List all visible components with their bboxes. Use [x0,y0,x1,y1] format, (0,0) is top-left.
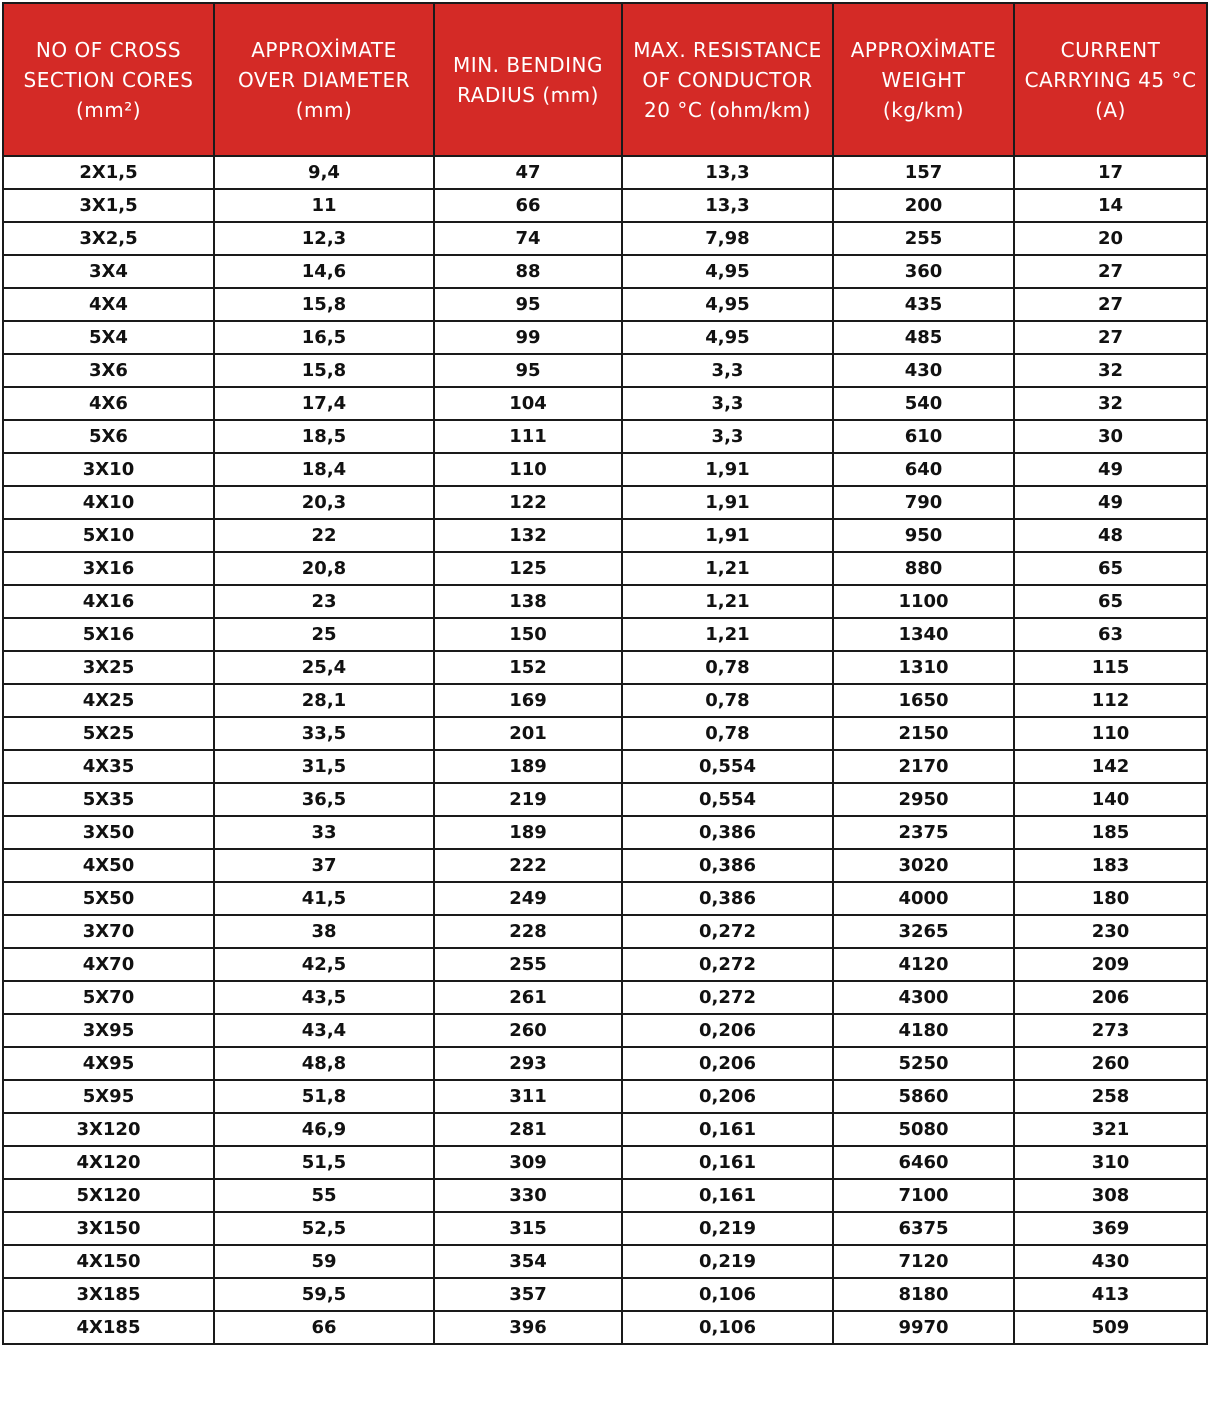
cell-bending-radius: 99 [434,321,622,354]
cell-bending-radius: 125 [434,552,622,585]
cell-cross-section-cores: 5X25 [3,717,214,750]
table-row [3,915,1207,948]
cell-over-diameter: 48,8 [214,1047,434,1080]
cable-spec-table [2,2,1208,1345]
cell-weight: 435 [833,288,1014,321]
cell-weight: 6460 [833,1146,1014,1179]
cell-cross-section-cores: 4X70 [3,948,214,981]
cell-cross-section-cores: 3X50 [3,816,214,849]
cell-over-diameter: 36,5 [214,783,434,816]
table-row [3,156,1207,189]
cell-bending-radius: 357 [434,1278,622,1311]
cell-over-diameter: 33,5 [214,717,434,750]
cell-over-diameter: 23 [214,585,434,618]
cell-weight: 790 [833,486,1014,519]
table-row [3,981,1207,1014]
cell-current-carrying: 258 [1014,1080,1207,1113]
cell-bending-radius: 169 [434,684,622,717]
cell-cross-section-cores: 4X6 [3,387,214,420]
cell-current-carrying: 115 [1014,651,1207,684]
cell-cross-section-cores: 4X10 [3,486,214,519]
cell-bending-radius: 122 [434,486,622,519]
cell-over-diameter: 59,5 [214,1278,434,1311]
cell-weight: 3020 [833,849,1014,882]
cell-resistance: 0,219 [622,1245,833,1278]
cell-resistance: 0,272 [622,948,833,981]
cell-bending-radius: 132 [434,519,622,552]
table-row [3,354,1207,387]
header-cross-section-cores: NO OF CROSS SECTION CORES (mm²) [3,3,214,156]
header-min-bending-radius: MIN. BENDING RADIUS (mm) [434,3,622,156]
cell-resistance: 3,3 [622,354,833,387]
cell-weight: 880 [833,552,1014,585]
cell-cross-section-cores: 4X4 [3,288,214,321]
cell-cross-section-cores: 3X185 [3,1278,214,1311]
cell-weight: 1100 [833,585,1014,618]
cell-cross-section-cores: 5X35 [3,783,214,816]
table-row [3,1146,1207,1179]
cell-current-carrying: 49 [1014,453,1207,486]
cell-resistance: 0,106 [622,1311,833,1344]
header-approximate-weight: APPROXİMATE WEIGHT (kg/km) [833,3,1014,156]
cell-weight: 640 [833,453,1014,486]
cell-weight: 157 [833,156,1014,189]
cell-resistance: 0,386 [622,816,833,849]
cell-over-diameter: 46,9 [214,1113,434,1146]
cell-resistance: 0,554 [622,750,833,783]
cell-weight: 4000 [833,882,1014,915]
cell-over-diameter: 14,6 [214,255,434,288]
cell-bending-radius: 150 [434,618,622,651]
cell-cross-section-cores: 4X150 [3,1245,214,1278]
cell-current-carrying: 206 [1014,981,1207,1014]
cell-resistance: 0,272 [622,981,833,1014]
cell-over-diameter: 25 [214,618,434,651]
cell-current-carrying: 509 [1014,1311,1207,1344]
cell-resistance: 4,95 [622,255,833,288]
cell-bending-radius: 152 [434,651,622,684]
cell-current-carrying: 180 [1014,882,1207,915]
cell-resistance: 0,206 [622,1080,833,1113]
cell-cross-section-cores: 3X10 [3,453,214,486]
cell-current-carrying: 310 [1014,1146,1207,1179]
header-current-carrying: CURRENT CARRYING 45 °C (A) [1014,3,1207,156]
cell-bending-radius: 260 [434,1014,622,1047]
cell-over-diameter: 17,4 [214,387,434,420]
cell-bending-radius: 309 [434,1146,622,1179]
cell-cross-section-cores: 3X2,5 [3,222,214,255]
cell-weight: 2375 [833,816,1014,849]
table-header [3,3,1207,156]
header-row [3,3,1207,156]
cell-over-diameter: 31,5 [214,750,434,783]
cell-over-diameter: 41,5 [214,882,434,915]
cell-resistance: 3,3 [622,420,833,453]
cell-bending-radius: 189 [434,750,622,783]
cell-over-diameter: 15,8 [214,354,434,387]
cell-current-carrying: 185 [1014,816,1207,849]
cell-cross-section-cores: 3X120 [3,1113,214,1146]
cell-over-diameter: 18,5 [214,420,434,453]
cell-bending-radius: 95 [434,354,622,387]
cell-over-diameter: 20,3 [214,486,434,519]
cell-current-carrying: 32 [1014,387,1207,420]
cell-over-diameter: 20,8 [214,552,434,585]
cell-over-diameter: 15,8 [214,288,434,321]
cell-weight: 5860 [833,1080,1014,1113]
cell-resistance: 1,91 [622,486,833,519]
cell-resistance: 13,3 [622,189,833,222]
cell-weight: 6375 [833,1212,1014,1245]
cell-current-carrying: 112 [1014,684,1207,717]
cell-cross-section-cores: 5X6 [3,420,214,453]
cell-bending-radius: 261 [434,981,622,1014]
cell-resistance: 0,78 [622,651,833,684]
cell-current-carrying: 20 [1014,222,1207,255]
table-row [3,486,1207,519]
cell-weight: 7120 [833,1245,1014,1278]
cell-bending-radius: 110 [434,453,622,486]
table-row [3,783,1207,816]
cell-cross-section-cores: 5X4 [3,321,214,354]
cell-over-diameter: 51,8 [214,1080,434,1113]
cell-resistance: 0,161 [622,1146,833,1179]
cell-current-carrying: 49 [1014,486,1207,519]
cell-weight: 8180 [833,1278,1014,1311]
cell-current-carrying: 65 [1014,552,1207,585]
cell-cross-section-cores: 3X6 [3,354,214,387]
cell-over-diameter: 66 [214,1311,434,1344]
cell-bending-radius: 201 [434,717,622,750]
cell-current-carrying: 63 [1014,618,1207,651]
table-row [3,1080,1207,1113]
table-row [3,1113,1207,1146]
cell-current-carrying: 230 [1014,915,1207,948]
cell-cross-section-cores: 4X95 [3,1047,214,1080]
cell-over-diameter: 59 [214,1245,434,1278]
table-row [3,882,1207,915]
cell-cross-section-cores: 5X16 [3,618,214,651]
cell-weight: 1650 [833,684,1014,717]
cell-over-diameter: 51,5 [214,1146,434,1179]
cell-cross-section-cores: 3X150 [3,1212,214,1245]
cell-cross-section-cores: 5X120 [3,1179,214,1212]
cell-cross-section-cores: 5X70 [3,981,214,1014]
table-row [3,948,1207,981]
cell-current-carrying: 209 [1014,948,1207,981]
cell-cross-section-cores: 3X16 [3,552,214,585]
cell-resistance: 4,95 [622,321,833,354]
cell-resistance: 4,95 [622,288,833,321]
cell-cross-section-cores: 4X35 [3,750,214,783]
cell-resistance: 0,272 [622,915,833,948]
cell-resistance: 0,206 [622,1014,833,1047]
cell-current-carrying: 413 [1014,1278,1207,1311]
table-row [3,717,1207,750]
cell-bending-radius: 47 [434,156,622,189]
table-row [3,1311,1207,1344]
header-approximate-over-diameter: APPROXİMATE OVER DIAMETER (mm) [214,3,434,156]
cell-cross-section-cores: 3X4 [3,255,214,288]
cell-bending-radius: 293 [434,1047,622,1080]
cell-over-diameter: 52,5 [214,1212,434,1245]
cell-bending-radius: 88 [434,255,622,288]
cell-weight: 4120 [833,948,1014,981]
cell-bending-radius: 354 [434,1245,622,1278]
cell-weight: 430 [833,354,1014,387]
table-row [3,618,1207,651]
cell-current-carrying: 27 [1014,288,1207,321]
table-row [3,552,1207,585]
cell-bending-radius: 396 [434,1311,622,1344]
cell-cross-section-cores: 5X95 [3,1080,214,1113]
cell-resistance: 1,91 [622,453,833,486]
table-row [3,849,1207,882]
cell-current-carrying: 142 [1014,750,1207,783]
cell-weight: 4180 [833,1014,1014,1047]
cell-current-carrying: 14 [1014,189,1207,222]
cell-cross-section-cores: 3X25 [3,651,214,684]
cell-resistance: 1,91 [622,519,833,552]
cell-resistance: 0,161 [622,1113,833,1146]
table-row [3,1278,1207,1311]
cell-resistance: 13,3 [622,156,833,189]
cell-resistance: 0,386 [622,849,833,882]
cell-resistance: 1,21 [622,552,833,585]
table-row [3,288,1207,321]
cell-weight: 610 [833,420,1014,453]
cell-cross-section-cores: 4X120 [3,1146,214,1179]
cell-resistance: 0,106 [622,1278,833,1311]
cell-resistance: 7,98 [622,222,833,255]
table-row [3,816,1207,849]
cell-bending-radius: 219 [434,783,622,816]
table-row [3,321,1207,354]
cell-weight: 2150 [833,717,1014,750]
cell-resistance: 0,161 [622,1179,833,1212]
table-row [3,1047,1207,1080]
cell-weight: 360 [833,255,1014,288]
cell-resistance: 0,206 [622,1047,833,1080]
cell-current-carrying: 308 [1014,1179,1207,1212]
cell-current-carrying: 32 [1014,354,1207,387]
cell-over-diameter: 11 [214,189,434,222]
cell-bending-radius: 74 [434,222,622,255]
cell-weight: 7100 [833,1179,1014,1212]
cell-cross-section-cores: 4X16 [3,585,214,618]
cell-cross-section-cores: 2X1,5 [3,156,214,189]
cell-current-carrying: 260 [1014,1047,1207,1080]
cell-bending-radius: 189 [434,816,622,849]
cell-weight: 9970 [833,1311,1014,1344]
cell-bending-radius: 228 [434,915,622,948]
cell-current-carrying: 27 [1014,321,1207,354]
cell-cross-section-cores: 4X25 [3,684,214,717]
cell-current-carrying: 110 [1014,717,1207,750]
cell-weight: 2170 [833,750,1014,783]
cell-weight: 540 [833,387,1014,420]
cell-bending-radius: 255 [434,948,622,981]
table-row [3,651,1207,684]
cell-current-carrying: 65 [1014,585,1207,618]
cell-over-diameter: 33 [214,816,434,849]
cell-over-diameter: 28,1 [214,684,434,717]
cell-cross-section-cores: 3X70 [3,915,214,948]
cell-resistance: 0,554 [622,783,833,816]
cell-bending-radius: 222 [434,849,622,882]
cell-weight: 5250 [833,1047,1014,1080]
cell-current-carrying: 140 [1014,783,1207,816]
cell-over-diameter: 22 [214,519,434,552]
cell-over-diameter: 37 [214,849,434,882]
cell-current-carrying: 273 [1014,1014,1207,1047]
cell-over-diameter: 12,3 [214,222,434,255]
table-row [3,585,1207,618]
cell-resistance: 1,21 [622,585,833,618]
table-row [3,684,1207,717]
cell-resistance: 0,219 [622,1212,833,1245]
cell-resistance: 0,78 [622,684,833,717]
cell-current-carrying: 48 [1014,519,1207,552]
cell-current-carrying: 430 [1014,1245,1207,1278]
cell-current-carrying: 27 [1014,255,1207,288]
cell-weight: 255 [833,222,1014,255]
table-row [3,222,1207,255]
cell-current-carrying: 30 [1014,420,1207,453]
cell-weight: 950 [833,519,1014,552]
cell-weight: 4300 [833,981,1014,1014]
table-row [3,750,1207,783]
cell-current-carrying: 17 [1014,156,1207,189]
table-row [3,1212,1207,1245]
cell-bending-radius: 249 [434,882,622,915]
cell-weight: 5080 [833,1113,1014,1146]
cell-over-diameter: 43,5 [214,981,434,1014]
cell-resistance: 1,21 [622,618,833,651]
cell-bending-radius: 111 [434,420,622,453]
cell-bending-radius: 281 [434,1113,622,1146]
cell-weight: 200 [833,189,1014,222]
cell-resistance: 0,386 [622,882,833,915]
header-max-resistance: MAX. RESISTANCE OF CONDUCTOR 20 °C (ohm/km) [622,3,833,156]
cell-cross-section-cores: 3X95 [3,1014,214,1047]
cell-over-diameter: 16,5 [214,321,434,354]
cell-weight: 2950 [833,783,1014,816]
table-row [3,453,1207,486]
cell-over-diameter: 42,5 [214,948,434,981]
cell-cross-section-cores: 5X50 [3,882,214,915]
cell-cross-section-cores: 4X50 [3,849,214,882]
table-body [3,156,1207,1344]
cell-weight: 1340 [833,618,1014,651]
cell-bending-radius: 311 [434,1080,622,1113]
table-row [3,1014,1207,1047]
cell-bending-radius: 315 [434,1212,622,1245]
cell-over-diameter: 18,4 [214,453,434,486]
cell-weight: 485 [833,321,1014,354]
cell-current-carrying: 321 [1014,1113,1207,1146]
cell-bending-radius: 138 [434,585,622,618]
cell-bending-radius: 330 [434,1179,622,1212]
cell-cross-section-cores: 3X1,5 [3,189,214,222]
table-row [3,519,1207,552]
cell-current-carrying: 183 [1014,849,1207,882]
table-row [3,1179,1207,1212]
table-row [3,1245,1207,1278]
cell-over-diameter: 55 [214,1179,434,1212]
cell-over-diameter: 43,4 [214,1014,434,1047]
cell-over-diameter: 38 [214,915,434,948]
cell-cross-section-cores: 5X10 [3,519,214,552]
cell-weight: 1310 [833,651,1014,684]
table-row [3,189,1207,222]
cell-current-carrying: 369 [1014,1212,1207,1245]
cell-resistance: 0,78 [622,717,833,750]
table-row [3,420,1207,453]
cell-over-diameter: 9,4 [214,156,434,189]
cell-resistance: 3,3 [622,387,833,420]
cell-bending-radius: 66 [434,189,622,222]
table-row [3,255,1207,288]
cell-weight: 3265 [833,915,1014,948]
cell-over-diameter: 25,4 [214,651,434,684]
cell-bending-radius: 95 [434,288,622,321]
cell-cross-section-cores: 4X185 [3,1311,214,1344]
table-row [3,387,1207,420]
cell-bending-radius: 104 [434,387,622,420]
